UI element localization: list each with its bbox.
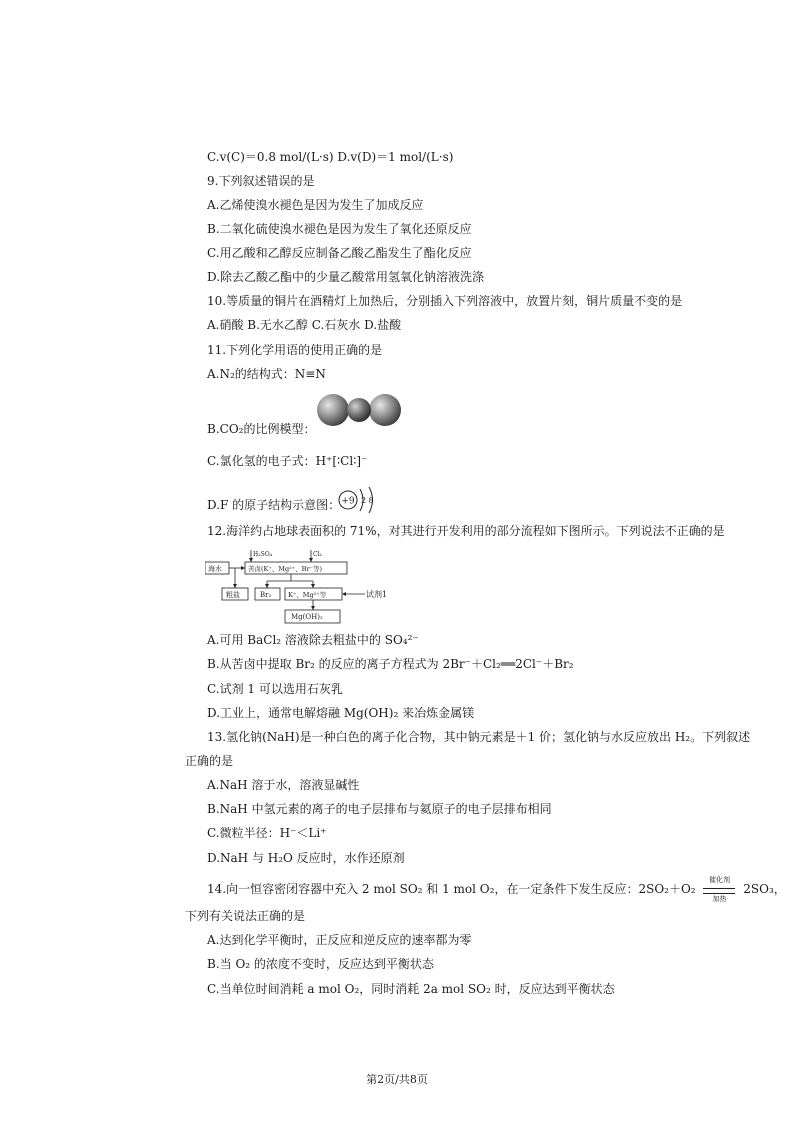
flow-crude-salt: 粗盐 [226, 591, 240, 599]
question-9-option-d: D.除去乙酸乙酯中的少量乙酸常用氢氧化钠溶液洗涤 [207, 270, 485, 284]
question-13-option-a: A.NaH 溶于水，溶液显碱性 [207, 778, 360, 792]
flow-h2so4: H₂SO₄ [253, 551, 273, 558]
question-11-option-d: D.F 的原子结构示意图： [207, 498, 341, 512]
question-9-stem: 9.下列叙述错误的是 [207, 174, 315, 188]
flow-reagent-1: 试剂1 [366, 590, 388, 599]
seawater-flowchart [205, 548, 365, 626]
flow-ions: K⁺、Mg²⁺等 [288, 591, 327, 599]
page-footer: 第2页/共8页 [366, 1073, 428, 1086]
question-9-option-b: B.二氧化硫使溴水褪色是因为发生了氧化还原反应 [207, 222, 472, 236]
oxygen-atom-left [317, 394, 349, 426]
q14-stem-part-b: 2SO₃， [743, 882, 786, 896]
question-11-option-c [207, 453, 367, 469]
hcl-electron-formula: H⁺[∶Cl∶]⁻ [315, 454, 368, 468]
question-11-option-a: A.N₂的结构式：N≡N [207, 367, 326, 381]
question-11-option-b: B.CO₂的比例模型： [207, 422, 316, 436]
question-11-stem: 11.下列化学用语的使用正确的是 [207, 343, 383, 357]
q14-stem-part-a: 14.向一恒容密闭容器中充入 2 mol SO₂ 和 1 mol O₂，在一定条件下发生反应：2SO₂＋O₂ [207, 882, 696, 896]
question-14-option-c: C.当单位时间消耗 a mol O₂，同时消耗 2a mol SO₂ 时，反应达到平衡状态 [207, 982, 615, 996]
nucleus-charge: +9 [341, 496, 355, 507]
question-13-option-c: C.微粒半径：H⁻＜Li⁺ [207, 826, 327, 840]
question-14-option-b: B.当 O₂ 的浓度不变时，反应达到平衡状态 [207, 957, 434, 971]
flow-br2: Br₂ [260, 591, 272, 599]
question-12-option-c: C.试剂 1 可以选用石灰乳 [207, 682, 343, 696]
question-13-stem-line-2: 正确的是 [185, 754, 234, 768]
question-10-options: A.硝酸 B.无水乙醇 C.石灰水 D.盐酸 [207, 318, 402, 332]
question-12-option-b: B.从苦卤中提取 Br₂ 的反应的离子方程式为 2Br⁻＋Cl₂══2Cl⁻＋Br₂ [207, 657, 574, 671]
flow-seawater: 海水 [208, 565, 222, 573]
question-13-stem-line-1: 13.氢化钠(NaH)是一种白色的离子化合物，其中钠元素是＋1 价；氢化钠与水反应放出 H₂。下列叙述 [207, 730, 751, 744]
catalyst-label: 催化剂 [708, 875, 730, 884]
flow-bittern: 苦卤(K⁺、Mg²⁺、Br⁻等) [248, 565, 323, 573]
question-12-option-d: D.工业上，通常电解熔融 Mg(OH)₂ 来冶炼金属镁 [207, 706, 475, 720]
question-12-stem: 12.海洋约占地球表面积的 71%，对其进行开发利用的部分流程如下图所示。下列说法不正确的是 [207, 524, 725, 538]
question-14-stem-line-2: 下列有关说法正确的是 [185, 909, 306, 923]
question-10-stem: 10.等质量的铜片在酒精灯上加热后，分别插入下列溶液中，放置片刻，铜片质量不变的是 [207, 294, 683, 308]
question-14-option-a: A.达到化学平衡时，正反应和逆反应的速率都为零 [207, 933, 472, 947]
heat-label: 加热 [712, 894, 727, 903]
carbon-atom [347, 398, 371, 422]
reaction-arrow [701, 875, 737, 903]
co2-space-filling-model [315, 392, 405, 428]
question-12-option-a: A.可用 BaCl₂ 溶液除去粗盐中的 SO₄²⁻ [207, 633, 419, 647]
question-13-option-d: D.NaH 与 H₂O 反应时，水作还原剂 [207, 851, 405, 865]
option-line-8cd: C.v(C)＝0.8 mol/(L·s) D.v(D)＝1 mol/(L·s) [207, 150, 454, 164]
fluorine-atom-structure-diagram [336, 484, 386, 516]
question-9-option-c: C.用乙酸和乙醇反应制备乙酸乙酯发生了酯化反应 [207, 246, 472, 260]
electron-shells: 2 8 [361, 496, 374, 505]
option-c-prefix: C.氯化氢的电子式： [207, 454, 316, 468]
oxygen-atom-right [369, 394, 401, 426]
equilibrium-arrows [703, 888, 735, 894]
question-9-option-a: A.乙烯使溴水褪色是因为发生了加成反应 [207, 198, 424, 212]
flow-mgoh2: Mg(OH)₂ [291, 613, 323, 621]
flow-cl2: Cl₂ [313, 551, 322, 558]
question-13-option-b: B.NaH 中氢元素的离子的电子层排布与氦原子的电子层排布相同 [207, 802, 552, 816]
question-14-stem-line-1 [207, 875, 786, 903]
